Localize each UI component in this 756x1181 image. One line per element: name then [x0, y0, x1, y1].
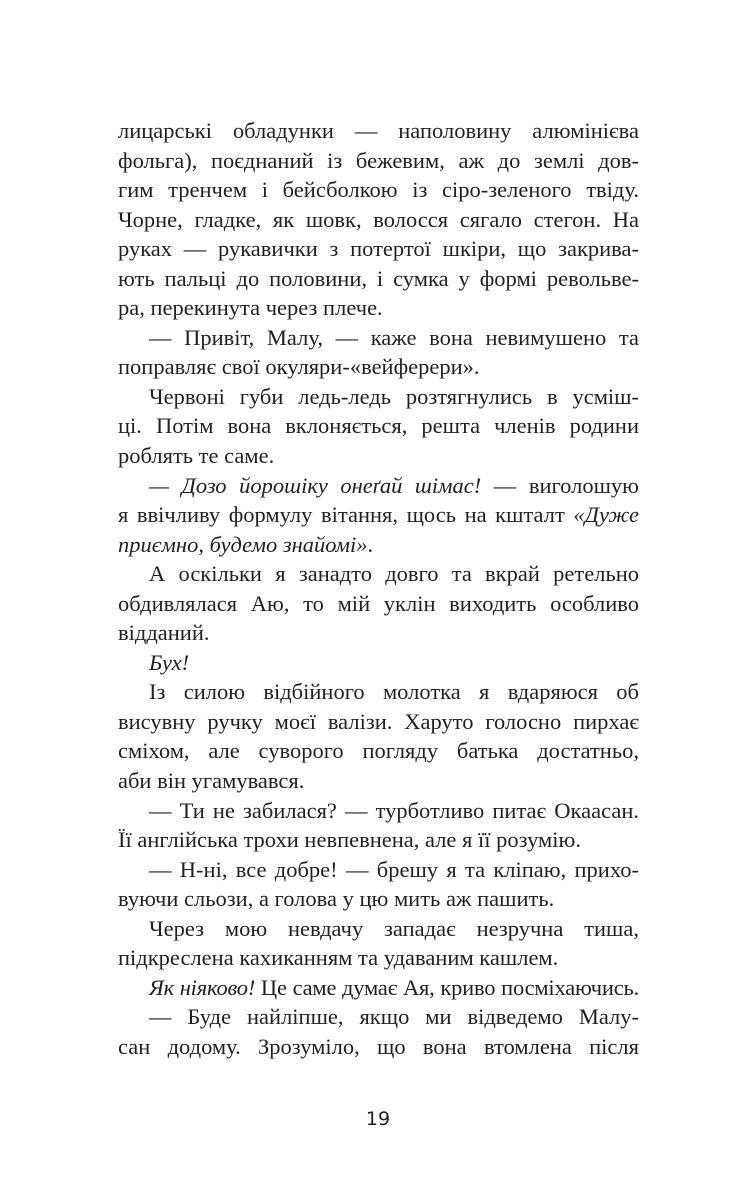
- text-line: [118, 914, 639, 944]
- text-run: аби він угамувався.: [118, 768, 305, 794]
- text-line: [118, 736, 639, 766]
- paragraph: [118, 1002, 639, 1061]
- text-line: [118, 707, 639, 737]
- text-run: поправляє свої окуляри-«вейферери».: [118, 354, 480, 380]
- text-line: [118, 146, 639, 176]
- text-line: [118, 884, 639, 914]
- text-run: гим тренчем і бейсболкою із сіро-зеленого твіду.: [118, 177, 639, 203]
- text-run: сміхом, але суворого погляду батька достатньо,: [118, 738, 639, 764]
- text-run: ці. Потім вона вклоняється, решта членів родини: [118, 413, 639, 439]
- text-run: Її англійська трохи невпевнена, але я її розумію.: [118, 827, 581, 853]
- text-run: — Привіт, Малу, — каже вона невимушено та: [149, 324, 639, 350]
- italic-text: Бух!: [149, 649, 190, 675]
- text-run: Чорне, гладке, як шовк, волосся сягало стегон. На: [118, 206, 639, 232]
- text-line: [118, 530, 639, 560]
- text-run: Червоні губи ледь-ледь розтягнулись в усміш-: [149, 383, 639, 409]
- paragraph: [118, 471, 639, 560]
- text-line: [118, 411, 639, 441]
- paragraph: [118, 914, 639, 973]
- text-run: відданий.: [118, 620, 210, 646]
- text-line: [118, 293, 639, 323]
- text-run: — Ти не забилася? — турботливо питає Окаасан.: [149, 797, 639, 823]
- text-run: — виголошую: [481, 472, 639, 498]
- text-line: [118, 382, 639, 412]
- text-line: [118, 589, 639, 619]
- text-line: [118, 943, 639, 973]
- paragraph: [118, 382, 639, 471]
- italic-text: приємно, будемо знайомі»: [118, 531, 368, 557]
- text-run: Із силою відбійного молотка я вдаряюся об: [149, 679, 639, 705]
- text-run: я ввічливу формулу вітання, щось на кшталт: [118, 502, 574, 528]
- text-run: ють пальці до половини, і сумка у формі револьве-: [118, 265, 639, 291]
- text-line: [118, 500, 639, 530]
- text-run: Через мою невдачу западає незручна тиша,: [149, 915, 639, 941]
- text-run: ра, перекинута через плече.: [118, 295, 383, 321]
- text-run: — Буде найліпше, якщо ми відведемо Малу-: [149, 1004, 639, 1030]
- text-line: [118, 1032, 639, 1062]
- text-run: .: [367, 531, 374, 557]
- text-line: [118, 766, 639, 796]
- page-number: 19: [365, 1108, 391, 1130]
- text-line: [118, 264, 639, 294]
- paragraph: [118, 559, 639, 648]
- text-run: руках — рукавички з потертої шкіри, що закрива-: [118, 236, 639, 262]
- italic-text: «Дуже: [573, 502, 639, 528]
- paragraph: [118, 116, 639, 323]
- italic-text: — Дозо йорошіку онеґай шімас!: [149, 472, 482, 498]
- text-line: [118, 441, 639, 471]
- text-line: [118, 796, 639, 826]
- text-run: обдивлялася Аю, то мій уклін виходить особливо: [118, 590, 639, 616]
- text-line: [118, 175, 639, 205]
- text-run: сан додому. Зрозуміло, що вона втомлена після: [118, 1033, 639, 1059]
- text-line: [118, 352, 639, 382]
- text-line: [118, 234, 639, 264]
- text-run: лицарські обладунки — наполовину алюмінієва: [118, 118, 639, 143]
- text-run: роблять те саме.: [118, 443, 275, 469]
- text-line: [118, 973, 639, 1003]
- text-line: [118, 677, 639, 707]
- text-run: висувну ручку моєї валізи. Харуто голосно пирхає: [118, 708, 639, 734]
- paragraph: [118, 973, 639, 1003]
- text-line: [118, 648, 639, 678]
- text-line: [118, 618, 639, 648]
- text-line: [118, 1002, 639, 1032]
- text-run: вуючи сльози, а голова у цю мить аж пашить.: [118, 886, 555, 912]
- italic-text: Як ніяково!: [149, 974, 256, 1000]
- text-run: А оскільки я занадто довго та вкрай ретельно: [149, 561, 639, 587]
- text-run: Це саме думає Ая, криво посміхаючись.: [255, 974, 639, 1000]
- text-run: — Н-ні, все добре! — брешу я та кліпаю, прихо-: [149, 856, 639, 882]
- paragraph: [118, 796, 639, 855]
- text-line: [118, 559, 639, 589]
- text-run: підкреслена кахиканням та удаваним кашлем.: [118, 945, 559, 971]
- paragraph: [118, 855, 639, 914]
- text-line: [118, 855, 639, 885]
- text-line: [118, 471, 639, 501]
- text-run: фольга), поєднаний із бежевим, аж до землі дов-: [118, 147, 639, 173]
- paragraph: [118, 677, 639, 795]
- text-line: [118, 323, 639, 353]
- text-line: [118, 205, 639, 235]
- text-line: [118, 825, 639, 855]
- paragraph: [118, 648, 639, 678]
- paragraph: [118, 323, 639, 382]
- text-line: [118, 116, 639, 146]
- body-text: [118, 116, 639, 1062]
